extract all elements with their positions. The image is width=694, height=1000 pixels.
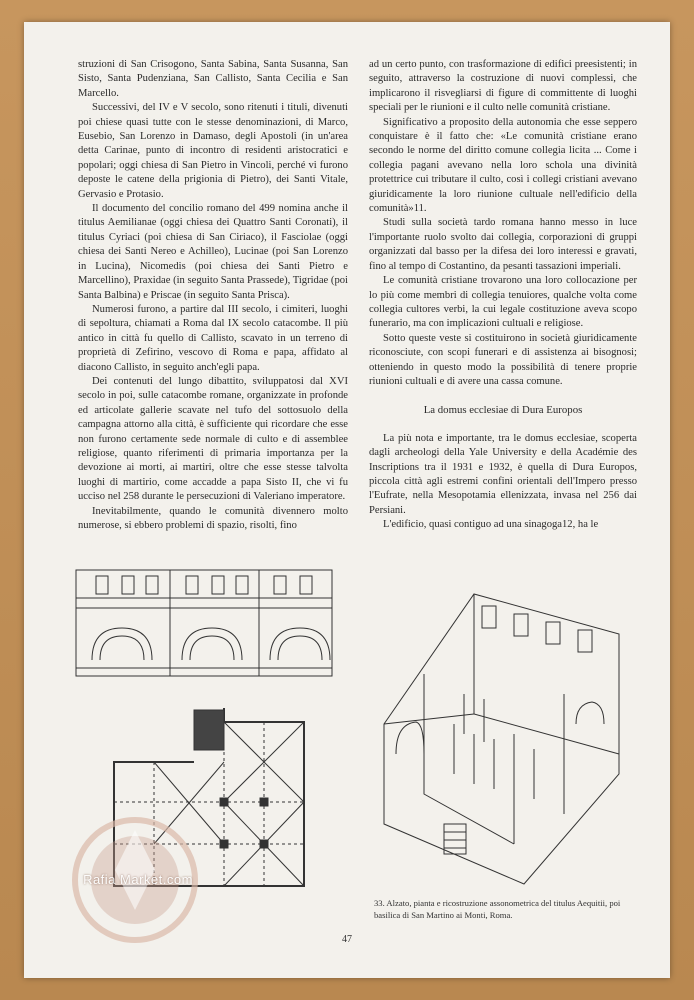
paragraph: Le comunità cristiane trovarono una loro collocazione per lo più come membri di collegia tenuiores, qualche volta come collegia cultores verbi, la cui legale costituzione aveva scopo funerario, ma con implicazioni cultuali e religiose. <box>369 275 637 330</box>
paragraph: Successivi, del IV e V secolo, sono ritenuti i tituli, divenuti poi chiese quasi tutte con le stesse denominazioni, di Marco, Eusebio, San Lorenzo in Damaso, degli Apostoli (in un'area detta Carinae, punto di incontro di residenti aristocratici e popolari; oggi chiesa di San Pietro in Vincoli, perché vi furono deposte le catene della prigionia di Pietro), dei Santi Vitale, Gervasio e Protasio. <box>78 102 348 200</box>
paragraph: Il documento del concilio romano del 499 nomina anche il titulus Aemilianae (oggi chiesa dei Quattro Santi Coronati), il titulus Cyriaci (poi chiesa di San Ciriaco), il Fasciolae (oggi chiesa dei Santi Nereo e Achilleo), Lucinae (poi San Lorenzo in Lucina), Nicomedis (poi chiesa dei Santi Pietro e Marcellino), Praxidae (in seguito Santa Prassede), Tigridae (poi Santa Balbina) e Priscae (in seguito Santa Prisca). <box>78 203 348 301</box>
paragraph: Dei contenuti del lungo dibattito, sviluppatosi dal XVI secolo in poi, sulle catacombe romane, organizzate in profonde ed articolate gallerie scavate nel tufo del sottosuolo della campagna attorno alla città, è sufficiente qui ricordare che esse non furono certamente sede normale di culto e di assemblee religiose, quanto riferimenti di primaria importanza per la devozione ai morti, ai martiri, oltre che esse stesse talvolta luoghi di martirio, come accadde a papa Sisto II, che vi fu ucciso nel 258 durante le persecuzioni di Valeriano imperatore. <box>78 375 348 503</box>
book-page <box>24 22 670 978</box>
left-text-column <box>78 58 348 533</box>
paragraph: L'edificio, quasi contiguo ad una sinagoga12, ha le <box>383 519 599 531</box>
elevation-drawing <box>74 568 334 680</box>
paragraph: Sotto queste veste si costituirono in società giuridicamente riconosciute, con scopi funerari e di assistenza ai bisognosi; otteniendo in questo modo la possibilità di tenere proprie riunioni cultuali e di avere una cassa comune. <box>369 332 637 387</box>
paragraph: struzioni di San Crisogono, Santa Sabina, Santa Susanna, San Sisto, Santa Pudenziana, San Callisto, Santa Cecilia e San Marcello. <box>78 59 348 99</box>
paragraph: ad un certo punto, con trasformazione di edifici preesistenti; in seguito, attraverso la costruzione di nuovi complessi, che implicarono il risvegliarsi di figure di committente di luoghi speciali per le riunioni e il culto nelle comunità cristiane. <box>369 59 637 114</box>
figure-caption: 33. Alzato, pianta e ricostruzione assonometrica del titulus Aequitii, poi basilica di San Martino ai Monti, Roma. <box>374 898 621 920</box>
paragraph: Numerosi furono, a partire dal III secolo, i cimiteri, luoghi di sepoltura, chiamati a Roma dal IX secolo catacombe. Il più antico in città fu quello di Callisto, scavato in un terreno di proprietà di Zefirino, vescovo di Roma e papa, affidato al diacono Callisto, in seguito anch'egli papa. <box>78 303 348 373</box>
axonometric-drawing <box>364 574 639 894</box>
paragraph: La più nota e importante, tra le domus ecclesiae, scoperta dagli archeologi della Yale University e della Académie des Inscriptions tra il 1931 e 1932, è quella di Dura Europos, piccola città agli estremi confini orientali dell'Impero presso l'Eufrate, nella Mesopotamia ellenizzata, invasa nel 256 dai Persiani. <box>369 432 637 516</box>
right-text-column <box>369 58 637 533</box>
section-heading: La domus ecclesiae di Dura Europos <box>423 404 583 417</box>
paragraph: Inevitabilmente, quando le comunità divennero molto numerose, si ebbero problemi di spazio, risolti, fino <box>78 505 348 531</box>
watermark-text: Rafia Market.com <box>83 872 193 887</box>
paragraph: Studi sulla società tardo romana hanno messo in luce l'importante ruolo svolto dai collegia, corporazioni di gruppi organizzati dal basso per la difesa dei loro interessi e gravati, fino al tempo di Costantino, da pesanti tassazioni imperiali. <box>369 217 637 272</box>
page-number: 47 <box>342 934 352 945</box>
watermark-logo <box>60 810 210 950</box>
paragraph: Significativo a proposito della autonomia che esse seppero conquistare è il fatto che: «Le comunità cristiane erano secondo le norme del diritto comune collegia licita ... Come i collegia pagani avevano nella loro schola una divinità protettrice cui tributare il culto, così i collegi cristiani avevano giuridicamente la loro riunione cultuale nell'edificio della comunità»11. <box>369 116 637 215</box>
